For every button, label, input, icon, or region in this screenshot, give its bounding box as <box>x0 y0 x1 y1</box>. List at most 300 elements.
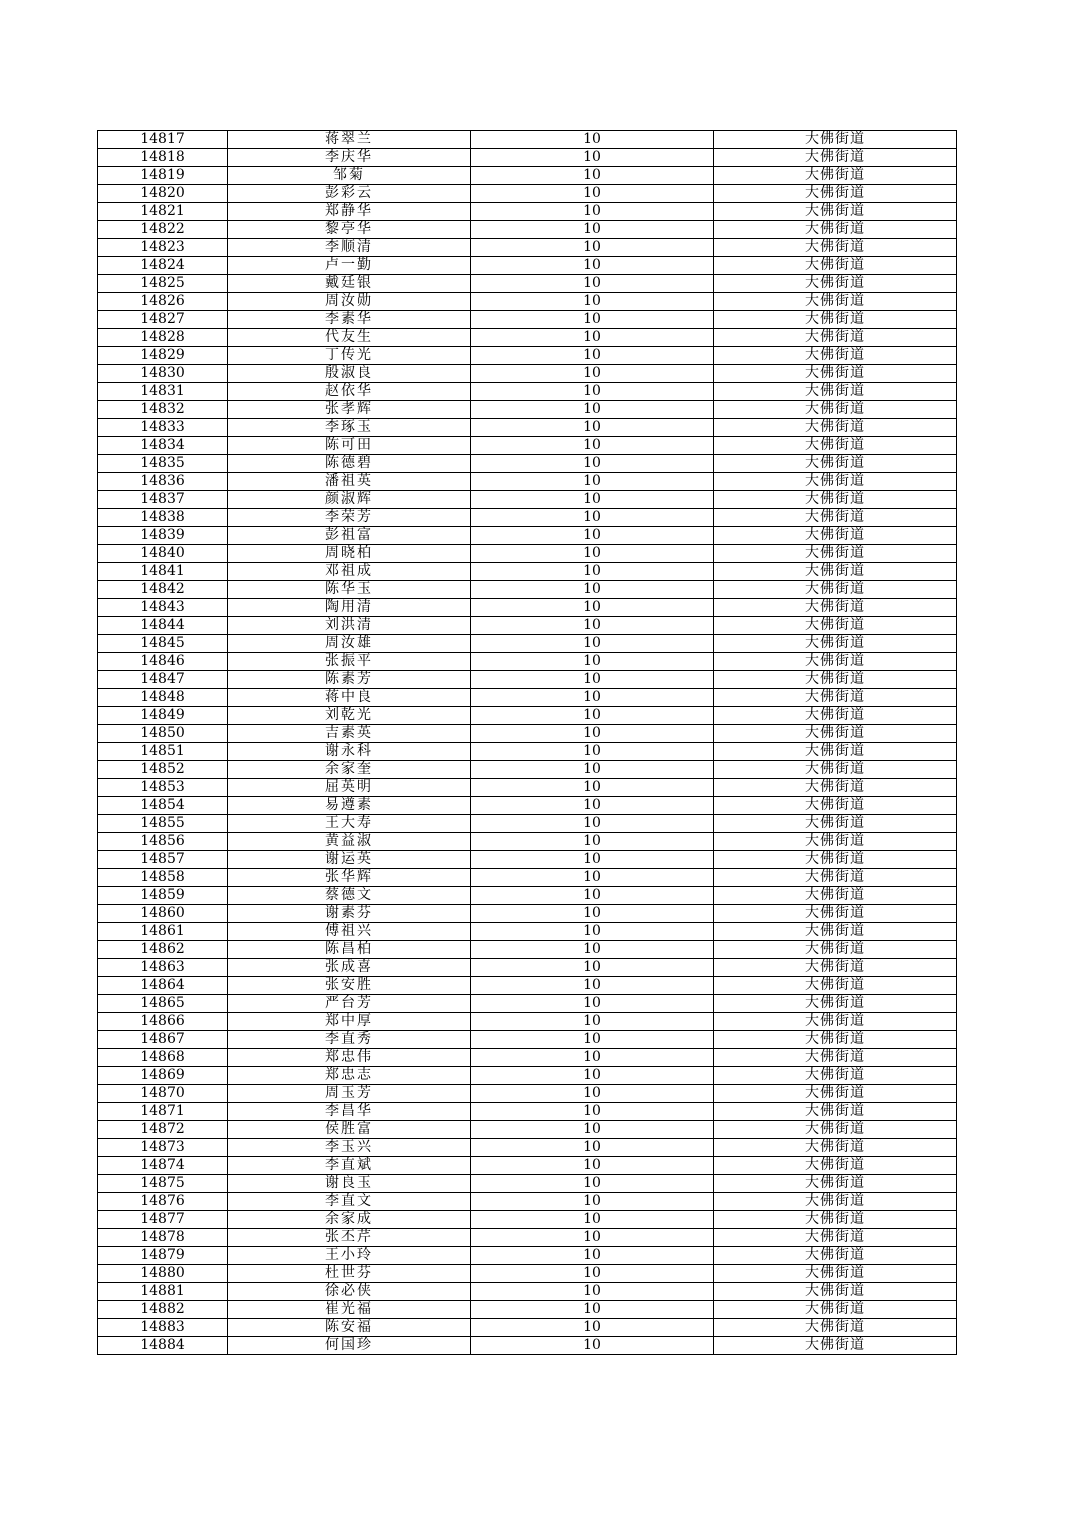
area-cell: 大佛街道 <box>714 149 957 167</box>
row-number-cell: 14837 <box>98 491 228 509</box>
area-cell: 大佛街道 <box>714 347 957 365</box>
row-number-cell: 14855 <box>98 815 228 833</box>
row-number-cell: 14871 <box>98 1103 228 1121</box>
name-cell: 周晓柏 <box>228 545 471 563</box>
table-row <box>98 131 957 149</box>
area-cell: 大佛街道 <box>714 491 957 509</box>
row-number-cell: 14832 <box>98 401 228 419</box>
row-number-cell: 14827 <box>98 311 228 329</box>
row-number-cell: 14819 <box>98 167 228 185</box>
area-cell: 大佛街道 <box>714 1157 957 1175</box>
table-row <box>98 869 957 887</box>
row-number-cell: 14839 <box>98 527 228 545</box>
row-number-cell: 14844 <box>98 617 228 635</box>
table-row <box>98 347 957 365</box>
area-cell: 大佛街道 <box>714 1103 957 1121</box>
area-cell: 大佛街道 <box>714 923 957 941</box>
name-cell: 赵依华 <box>228 383 471 401</box>
table-row <box>98 311 957 329</box>
row-number-cell: 14817 <box>98 131 228 149</box>
area-cell: 大佛街道 <box>714 239 957 257</box>
area-cell: 大佛街道 <box>714 599 957 617</box>
table-row <box>98 1283 957 1301</box>
amount-cell: 10 <box>471 329 714 347</box>
amount-cell: 10 <box>471 689 714 707</box>
amount-cell: 10 <box>471 635 714 653</box>
amount-cell: 10 <box>471 1085 714 1103</box>
area-cell: 大佛街道 <box>714 581 957 599</box>
name-cell: 张孝辉 <box>228 401 471 419</box>
row-number-cell: 14823 <box>98 239 228 257</box>
table-row <box>98 563 957 581</box>
amount-cell: 10 <box>471 401 714 419</box>
row-number-cell: 14882 <box>98 1301 228 1319</box>
area-cell: 大佛街道 <box>714 833 957 851</box>
table-row <box>98 1139 957 1157</box>
name-cell: 杜世芬 <box>228 1265 471 1283</box>
table-row <box>98 995 957 1013</box>
row-number-cell: 14836 <box>98 473 228 491</box>
name-cell: 李直斌 <box>228 1157 471 1175</box>
area-cell: 大佛街道 <box>714 473 957 491</box>
amount-cell: 10 <box>471 167 714 185</box>
row-number-cell: 14831 <box>98 383 228 401</box>
name-cell: 邓祖成 <box>228 563 471 581</box>
row-number-cell: 14867 <box>98 1031 228 1049</box>
area-cell: 大佛街道 <box>714 1319 957 1337</box>
name-cell: 张成喜 <box>228 959 471 977</box>
table-row <box>98 221 957 239</box>
name-cell: 黄益淑 <box>228 833 471 851</box>
area-cell: 大佛街道 <box>714 1067 957 1085</box>
amount-cell: 10 <box>471 599 714 617</box>
area-cell: 大佛街道 <box>714 905 957 923</box>
name-cell: 李玉兴 <box>228 1139 471 1157</box>
table-row <box>98 545 957 563</box>
row-number-cell: 14838 <box>98 509 228 527</box>
amount-cell: 10 <box>471 707 714 725</box>
name-cell: 谢良玉 <box>228 1175 471 1193</box>
area-cell: 大佛街道 <box>714 851 957 869</box>
row-number-cell: 14879 <box>98 1247 228 1265</box>
area-cell: 大佛街道 <box>714 1211 957 1229</box>
table-row <box>98 1085 957 1103</box>
name-cell: 屈英明 <box>228 779 471 797</box>
area-cell: 大佛街道 <box>714 1031 957 1049</box>
area-cell: 大佛街道 <box>714 365 957 383</box>
area-cell: 大佛街道 <box>714 869 957 887</box>
amount-cell: 10 <box>471 977 714 995</box>
amount-cell: 10 <box>471 1301 714 1319</box>
amount-cell: 10 <box>471 995 714 1013</box>
row-number-cell: 14830 <box>98 365 228 383</box>
table-row <box>98 275 957 293</box>
amount-cell: 10 <box>471 473 714 491</box>
amount-cell: 10 <box>471 851 714 869</box>
row-number-cell: 14852 <box>98 761 228 779</box>
row-number-cell: 14884 <box>98 1337 228 1355</box>
amount-cell: 10 <box>471 761 714 779</box>
row-number-cell: 14857 <box>98 851 228 869</box>
amount-cell: 10 <box>471 797 714 815</box>
area-cell: 大佛街道 <box>714 1229 957 1247</box>
row-number-cell: 14841 <box>98 563 228 581</box>
area-cell: 大佛街道 <box>714 329 957 347</box>
name-cell: 李琢玉 <box>228 419 471 437</box>
amount-cell: 10 <box>471 887 714 905</box>
name-cell: 蔡德文 <box>228 887 471 905</box>
row-number-cell: 14862 <box>98 941 228 959</box>
amount-cell: 10 <box>471 1283 714 1301</box>
table-row <box>98 1247 957 1265</box>
name-cell: 代友生 <box>228 329 471 347</box>
area-cell: 大佛街道 <box>714 311 957 329</box>
row-number-cell: 14835 <box>98 455 228 473</box>
amount-cell: 10 <box>471 725 714 743</box>
row-number-cell: 14821 <box>98 203 228 221</box>
name-cell: 侯胜富 <box>228 1121 471 1139</box>
row-number-cell: 14866 <box>98 1013 228 1031</box>
table-row <box>98 149 957 167</box>
row-number-cell: 14858 <box>98 869 228 887</box>
area-cell: 大佛街道 <box>714 653 957 671</box>
name-cell: 潘祖英 <box>228 473 471 491</box>
name-cell: 周汝勋 <box>228 293 471 311</box>
table-row <box>98 653 957 671</box>
area-cell: 大佛街道 <box>714 1085 957 1103</box>
name-cell: 谢永科 <box>228 743 471 761</box>
amount-cell: 10 <box>471 239 714 257</box>
table-row <box>98 1229 957 1247</box>
table-row <box>98 815 957 833</box>
amount-cell: 10 <box>471 275 714 293</box>
area-cell: 大佛街道 <box>714 1139 957 1157</box>
name-cell: 王大寿 <box>228 815 471 833</box>
amount-cell: 10 <box>471 1175 714 1193</box>
table-row <box>98 1301 957 1319</box>
row-number-cell: 14870 <box>98 1085 228 1103</box>
amount-cell: 10 <box>471 1031 714 1049</box>
name-cell: 李直秀 <box>228 1031 471 1049</box>
table-row <box>98 1049 957 1067</box>
name-cell: 邹菊 <box>228 167 471 185</box>
row-number-cell: 14854 <box>98 797 228 815</box>
table-row <box>98 1121 957 1139</box>
name-cell: 易遵素 <box>228 797 471 815</box>
amount-cell: 10 <box>471 1067 714 1085</box>
name-cell: 李素华 <box>228 311 471 329</box>
roster-table <box>97 130 957 1355</box>
amount-cell: 10 <box>471 1229 714 1247</box>
row-number-cell: 14820 <box>98 185 228 203</box>
amount-cell: 10 <box>471 491 714 509</box>
table-row <box>98 167 957 185</box>
area-cell: 大佛街道 <box>714 1049 957 1067</box>
name-cell: 张华辉 <box>228 869 471 887</box>
table-row <box>98 689 957 707</box>
area-cell: 大佛街道 <box>714 941 957 959</box>
table-row <box>98 797 957 815</box>
name-cell: 蒋翠兰 <box>228 131 471 149</box>
table-row <box>98 1013 957 1031</box>
table-row <box>98 635 957 653</box>
amount-cell: 10 <box>471 545 714 563</box>
name-cell: 蒋中良 <box>228 689 471 707</box>
table-row <box>98 725 957 743</box>
area-cell: 大佛街道 <box>714 797 957 815</box>
name-cell: 傅祖兴 <box>228 923 471 941</box>
table-row <box>98 1211 957 1229</box>
area-cell: 大佛街道 <box>714 383 957 401</box>
row-number-cell: 14861 <box>98 923 228 941</box>
row-number-cell: 14851 <box>98 743 228 761</box>
table-row <box>98 959 957 977</box>
amount-cell: 10 <box>471 455 714 473</box>
row-number-cell: 14846 <box>98 653 228 671</box>
amount-cell: 10 <box>471 617 714 635</box>
row-number-cell: 14847 <box>98 671 228 689</box>
name-cell: 谢素芬 <box>228 905 471 923</box>
amount-cell: 10 <box>471 1265 714 1283</box>
amount-cell: 10 <box>471 1013 714 1031</box>
area-cell: 大佛街道 <box>714 455 957 473</box>
area-cell: 大佛街道 <box>714 1337 957 1355</box>
area-cell: 大佛街道 <box>714 257 957 275</box>
name-cell: 郑忠志 <box>228 1067 471 1085</box>
row-number-cell: 14853 <box>98 779 228 797</box>
amount-cell: 10 <box>471 1211 714 1229</box>
area-cell: 大佛街道 <box>714 131 957 149</box>
row-number-cell: 14840 <box>98 545 228 563</box>
table-row <box>98 1067 957 1085</box>
name-cell: 卢一勤 <box>228 257 471 275</box>
area-cell: 大佛街道 <box>714 635 957 653</box>
area-cell: 大佛街道 <box>714 527 957 545</box>
amount-cell: 10 <box>471 869 714 887</box>
name-cell: 崔光福 <box>228 1301 471 1319</box>
table-row <box>98 329 957 347</box>
row-number-cell: 14869 <box>98 1067 228 1085</box>
name-cell: 郑静华 <box>228 203 471 221</box>
name-cell: 李顺清 <box>228 239 471 257</box>
roster-body <box>98 131 957 1355</box>
table-row <box>98 455 957 473</box>
row-number-cell: 14878 <box>98 1229 228 1247</box>
area-cell: 大佛街道 <box>714 1265 957 1283</box>
area-cell: 大佛街道 <box>714 761 957 779</box>
name-cell: 王小玲 <box>228 1247 471 1265</box>
table-row <box>98 203 957 221</box>
row-number-cell: 14859 <box>98 887 228 905</box>
table-row <box>98 671 957 689</box>
table-row <box>98 437 957 455</box>
name-cell: 陈德碧 <box>228 455 471 473</box>
name-cell: 郑忠伟 <box>228 1049 471 1067</box>
row-number-cell: 14849 <box>98 707 228 725</box>
name-cell: 陈华玉 <box>228 581 471 599</box>
amount-cell: 10 <box>471 293 714 311</box>
table-row <box>98 1337 957 1355</box>
row-number-cell: 14850 <box>98 725 228 743</box>
amount-cell: 10 <box>471 1103 714 1121</box>
area-cell: 大佛街道 <box>714 563 957 581</box>
name-cell: 李直文 <box>228 1193 471 1211</box>
name-cell: 张丕芹 <box>228 1229 471 1247</box>
name-cell: 丁传光 <box>228 347 471 365</box>
area-cell: 大佛街道 <box>714 1121 957 1139</box>
amount-cell: 10 <box>471 1157 714 1175</box>
area-cell: 大佛街道 <box>714 887 957 905</box>
area-cell: 大佛街道 <box>714 689 957 707</box>
name-cell: 吉素英 <box>228 725 471 743</box>
name-cell: 陈安福 <box>228 1319 471 1337</box>
row-number-cell: 14868 <box>98 1049 228 1067</box>
area-cell: 大佛街道 <box>714 437 957 455</box>
row-number-cell: 14826 <box>98 293 228 311</box>
table-row <box>98 833 957 851</box>
row-number-cell: 14828 <box>98 329 228 347</box>
row-number-cell: 14856 <box>98 833 228 851</box>
amount-cell: 10 <box>471 185 714 203</box>
area-cell: 大佛街道 <box>714 167 957 185</box>
area-cell: 大佛街道 <box>714 509 957 527</box>
row-number-cell: 14877 <box>98 1211 228 1229</box>
amount-cell: 10 <box>471 941 714 959</box>
row-number-cell: 14824 <box>98 257 228 275</box>
row-number-cell: 14863 <box>98 959 228 977</box>
area-cell: 大佛街道 <box>714 977 957 995</box>
area-cell: 大佛街道 <box>714 1175 957 1193</box>
amount-cell: 10 <box>471 1193 714 1211</box>
amount-cell: 10 <box>471 1049 714 1067</box>
area-cell: 大佛街道 <box>714 1247 957 1265</box>
area-cell: 大佛街道 <box>714 401 957 419</box>
amount-cell: 10 <box>471 437 714 455</box>
area-cell: 大佛街道 <box>714 779 957 797</box>
amount-cell: 10 <box>471 1139 714 1157</box>
name-cell: 谢运英 <box>228 851 471 869</box>
name-cell: 李庆华 <box>228 149 471 167</box>
name-cell: 彭祖富 <box>228 527 471 545</box>
table-row <box>98 1175 957 1193</box>
amount-cell: 10 <box>471 149 714 167</box>
amount-cell: 10 <box>471 1337 714 1355</box>
table-row <box>98 383 957 401</box>
amount-cell: 10 <box>471 815 714 833</box>
table-row <box>98 527 957 545</box>
row-number-cell: 14874 <box>98 1157 228 1175</box>
row-number-cell: 14842 <box>98 581 228 599</box>
row-number-cell: 14829 <box>98 347 228 365</box>
area-cell: 大佛街道 <box>714 1301 957 1319</box>
table-row <box>98 185 957 203</box>
amount-cell: 10 <box>471 509 714 527</box>
name-cell: 彭彩云 <box>228 185 471 203</box>
amount-cell: 10 <box>471 527 714 545</box>
amount-cell: 10 <box>471 563 714 581</box>
row-number-cell: 14834 <box>98 437 228 455</box>
name-cell: 陶用清 <box>228 599 471 617</box>
name-cell: 戴廷银 <box>228 275 471 293</box>
area-cell: 大佛街道 <box>714 617 957 635</box>
name-cell: 李荣芳 <box>228 509 471 527</box>
table-row <box>98 905 957 923</box>
row-number-cell: 14881 <box>98 1283 228 1301</box>
row-number-cell: 14873 <box>98 1139 228 1157</box>
name-cell: 余家成 <box>228 1211 471 1229</box>
table-row <box>98 257 957 275</box>
amount-cell: 10 <box>471 131 714 149</box>
table-row <box>98 1157 957 1175</box>
name-cell: 郑中厚 <box>228 1013 471 1031</box>
amount-cell: 10 <box>471 959 714 977</box>
amount-cell: 10 <box>471 1319 714 1337</box>
name-cell: 周玉芳 <box>228 1085 471 1103</box>
row-number-cell: 14860 <box>98 905 228 923</box>
name-cell: 刘乾光 <box>228 707 471 725</box>
table-row <box>98 1265 957 1283</box>
area-cell: 大佛街道 <box>714 995 957 1013</box>
name-cell: 陈素芳 <box>228 671 471 689</box>
amount-cell: 10 <box>471 1121 714 1139</box>
table-row <box>98 1193 957 1211</box>
area-cell: 大佛街道 <box>714 743 957 761</box>
name-cell: 张振平 <box>228 653 471 671</box>
amount-cell: 10 <box>471 923 714 941</box>
table-row <box>98 1319 957 1337</box>
area-cell: 大佛街道 <box>714 671 957 689</box>
table-row <box>98 941 957 959</box>
row-number-cell: 14872 <box>98 1121 228 1139</box>
amount-cell: 10 <box>471 383 714 401</box>
table-row <box>98 977 957 995</box>
amount-cell: 10 <box>471 419 714 437</box>
table-row <box>98 923 957 941</box>
amount-cell: 10 <box>471 671 714 689</box>
row-number-cell: 14818 <box>98 149 228 167</box>
table-row <box>98 239 957 257</box>
row-number-cell: 14865 <box>98 995 228 1013</box>
name-cell: 徐必侠 <box>228 1283 471 1301</box>
amount-cell: 10 <box>471 653 714 671</box>
area-cell: 大佛街道 <box>714 275 957 293</box>
area-cell: 大佛街道 <box>714 419 957 437</box>
table-row <box>98 851 957 869</box>
row-number-cell: 14825 <box>98 275 228 293</box>
area-cell: 大佛街道 <box>714 815 957 833</box>
table-row <box>98 401 957 419</box>
area-cell: 大佛街道 <box>714 185 957 203</box>
table-row <box>98 293 957 311</box>
name-cell: 颜淑辉 <box>228 491 471 509</box>
amount-cell: 10 <box>471 203 714 221</box>
row-number-cell: 14833 <box>98 419 228 437</box>
row-number-cell: 14880 <box>98 1265 228 1283</box>
amount-cell: 10 <box>471 347 714 365</box>
name-cell: 何国珍 <box>228 1337 471 1355</box>
table-row <box>98 419 957 437</box>
amount-cell: 10 <box>471 779 714 797</box>
table-row <box>98 779 957 797</box>
area-cell: 大佛街道 <box>714 545 957 563</box>
row-number-cell: 14876 <box>98 1193 228 1211</box>
amount-cell: 10 <box>471 221 714 239</box>
area-cell: 大佛街道 <box>714 203 957 221</box>
amount-cell: 10 <box>471 833 714 851</box>
row-number-cell: 14864 <box>98 977 228 995</box>
name-cell: 严台芳 <box>228 995 471 1013</box>
table-row <box>98 365 957 383</box>
